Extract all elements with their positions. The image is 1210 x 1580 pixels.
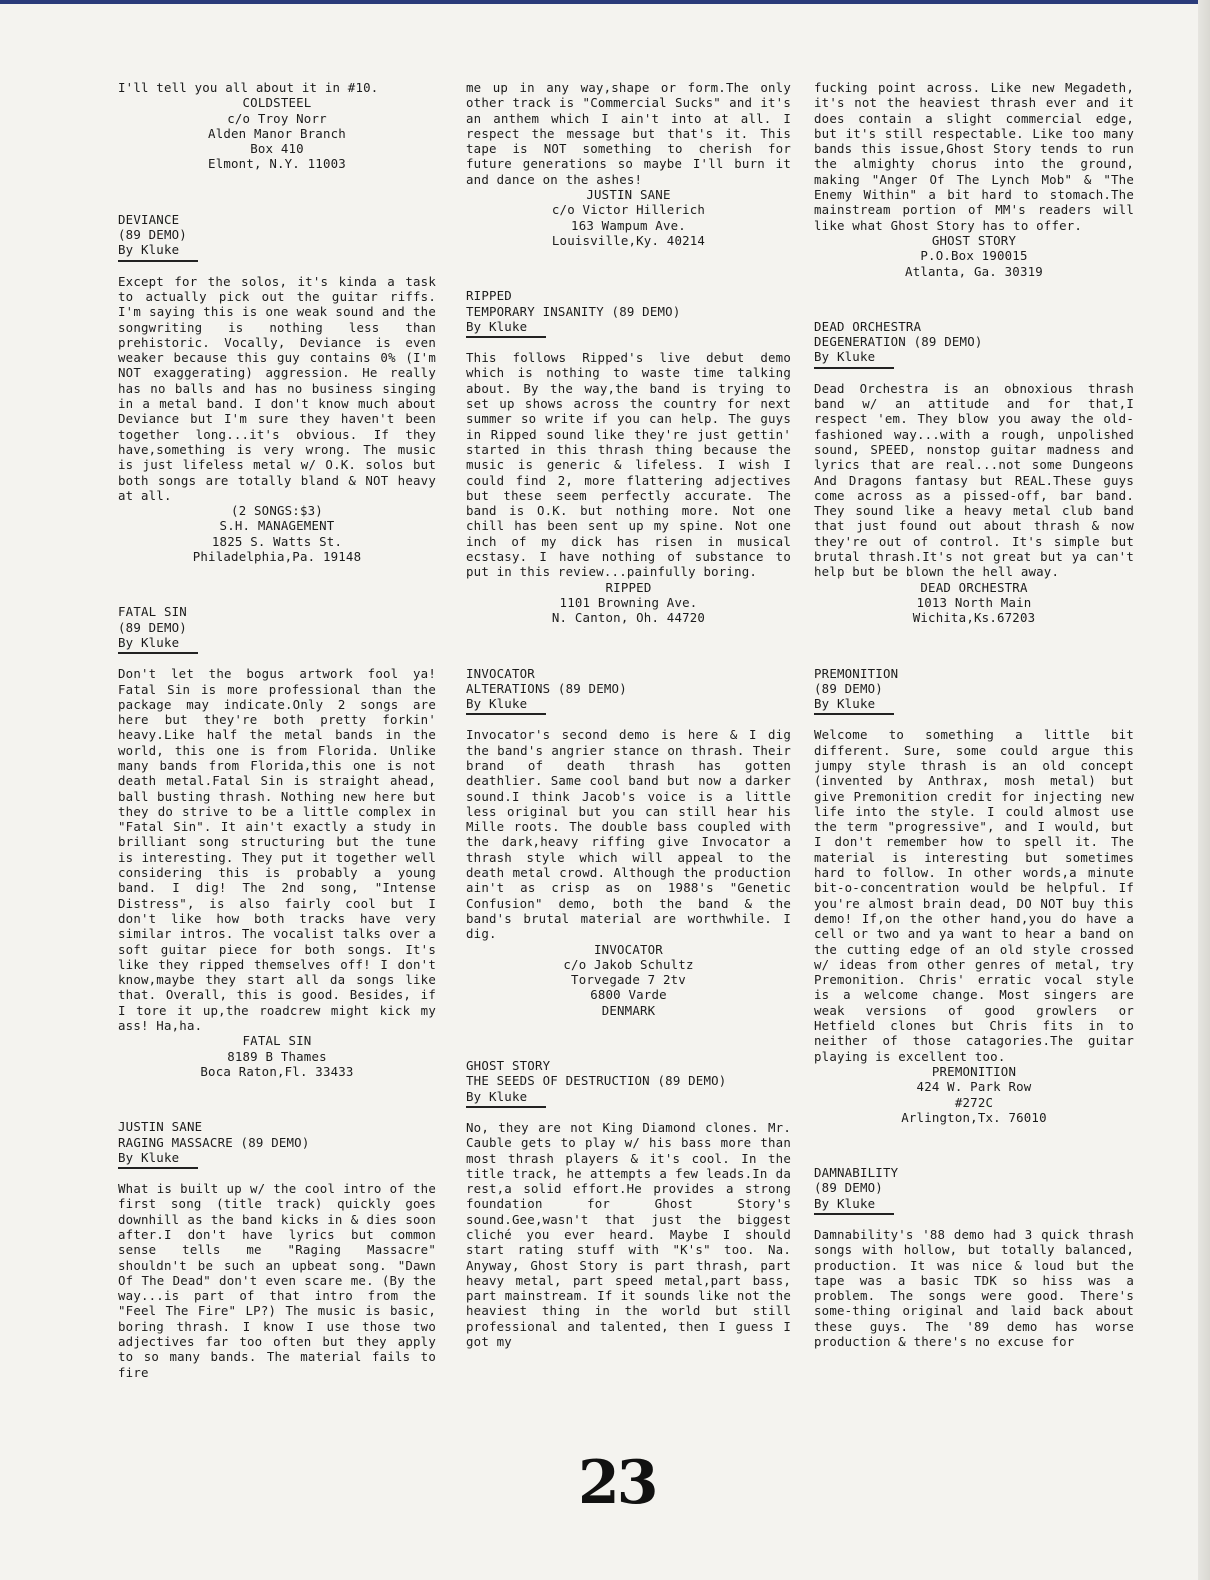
review-address: (2 SONGS:$3) S.H. MANAGEMENT 1825 S. Watts St. Philadelphia,Pa. 19148 — [192, 503, 362, 565]
review-body: Damnability's '88 demo had 3 quick thrash songs with hollow, but totally balanced, production. It was nice & loud but the tape was a basic TDK so hiss was a problem. The songs were good. There's some-thing original and laid back about these guys. The '89 demo has worse production & there's no excuse for — [814, 1227, 1134, 1350]
review-heading: DEVIANCE (89 DEMO) By Kluke — [118, 211, 187, 258]
top-edge-line — [0, 0, 1210, 4]
review-heading: DAMNABILITY (89 DEMO) By Kluke — [814, 1165, 899, 1211]
review-body: Welcome to something a little bit different. Sure, some could argue this jumpy style thrash is an old concept (invented by Anthrax, mosh metal) but give Premonition credit for injecting new life into the style. I could almost use the term "progressive", and I would, but I don't remember how to spell it. The material is interesting but sometimes hard to follow. In other words,a minute bit-o-concentration would be helpful. If you're almost brain dead, DO NOT buy this demo! If,on the other hand,you do have a cell or two and ya want to hear a band on the cutting edge of an old style crossed w/ ideas from other genres of metal, try Premonition. Chris' erratic vocal style is a welcome change. Most singers are weak versions of good growlers or Hetfield clones but Chris fits in to neither of those catagories.The guitar playing is excellent too. — [814, 727, 1134, 1064]
review-body: Except for the solos, it's kinda a task to actually pick out the guitar riffs. I'm saying this is one weak sound and the songwriting is nothing less than prehistoric. Vocally, Deviance is even weaker because this guy contains 0% (I'm NOT exaggerating) aggression. He really has no balls and has no business singing in a metal band. I don't know much about Deviance but I'm sure they haven't been together long...it's obvious. If they have,something is very wrong. The music is just lifeless metal w/ O.K. solos but both songs are totally bland & NOT heavy at all. — [118, 273, 436, 503]
review-body: What is built up w/ the cool intro of the first song (title track) quickly goes downhill as the band kicks in & dies soon after.I don't have lyrics but common sense tells me "Raging Massacre" shouldn't be such an upbeat song. "Dawn Of The Dead" don't even scare me. (By the way...is part of that intro from the "Feel The Fire" LP?) The music is basic, boring thrash. I know I use those two adjectives far too often but they apply to so many bands. The material fails to fire — [118, 1181, 436, 1380]
column-1 — [118, 80, 436, 1380]
review-heading: INVOCATOR ALTERATIONS (89 DEMO) By Kluke — [466, 665, 627, 712]
review-address: COLDSTEEL c/o Troy Norr Alden Manor Branch Box 410 Elmont, N.Y. 11003 — [208, 95, 346, 172]
review-address: FATAL SIN 8189 B Thames Boca Raton,Fl. 33433 — [200, 1033, 354, 1079]
heading-rule — [814, 367, 894, 369]
review-heading: JUSTIN SANE RAGING MASSACRE (89 DEMO) By Kluke — [118, 1119, 310, 1165]
heading-rule — [814, 1213, 894, 1215]
page-number: 23 — [578, 1448, 656, 1518]
review-address: JUSTIN SANE c/o Victor Hillerich 163 Wampum Ave. Louisville,Ky. 40214 — [551, 187, 706, 248]
review-address: INVOCATOR c/o Jakob Schultz Torvegade 7 2tv 6800 Varde DENMARK — [563, 941, 694, 1018]
review-address: RIPPED 1101 Browning Ave. N. Canton, Oh. 44720 — [551, 579, 706, 626]
review-body: I'll tell you all about it in #10. — [118, 80, 379, 95]
review-damnability — [814, 1165, 1134, 1349]
review-body: fucking point across. Like new Megadeth, it's not the heaviest thrash ever and it does contain a slight commercial edge, but it's still respectable. Like too many bands this issue,Ghost Story tends to run the almighty chorus into the ground, making "Anger Of The Lynch Mob" & "The Enemy Within" a bit hard to stomach.The mainstream portion of MM's readers will like what Ghost Story has to offer. — [814, 80, 1134, 233]
review-body: me up in any way,shape or form.The only other track is "Commercial Sucks" and it's an anthem which I ain't into at all. I respect the message but that's it. This tape is NOT something to cherish for future generations so maybe I'll burn it and dance on the ashes! — [466, 80, 791, 187]
review-heading: FATAL SIN (89 DEMO) By Kluke — [118, 604, 187, 650]
review-body: This follows Ripped's live debut demo which is nothing to waste time talking about. By the way,the band is trying to set up shows across the country for next summer so write if you can help. The guys in Ripped sound like they're just gettin' started in this thrash thing because the music is generic & lifeless. I wish I could find 2, more flattering adjectives but these seem perfectly accurate. The band is O.K. but nothing more. Not one chill has been sent up my spine. Not one inch of my dick has risen in musical ecstasy. I have nothing of substance to put in this review...painfully boring. — [466, 350, 791, 580]
heading-rule — [466, 336, 546, 338]
heading-rule — [466, 713, 546, 715]
review-heading: PREMONITION (89 DEMO) By Kluke — [814, 665, 899, 712]
heading-rule — [814, 713, 894, 715]
heading-rule — [118, 652, 198, 654]
review-address: DEAD ORCHESTRA 1013 North Main Wichita,Ks.67203 — [912, 579, 1036, 626]
column-3 — [814, 80, 1134, 1349]
review-body: Don't let the bogus artwork fool ya! Fatal Sin is more professional than the package may indicate.Only 2 songs are here but they're both pretty forkin' heavy.Like half the metal bands in the world, this one is from Florida. Unlike many bands from Florida,this one is not death metal.Fatal Sin is straight ahead, ball busting thrash. Nothing new here but they do strive to be a little complex in "Fatal Sin". It ain't exactly a study in brilliant song structuring but the tune is interesting. They put it together well considering this is probably a young band. I dig! The 2nd song, "Intense Distress", is also fairly cool but I don't like how both tracks have very similar intros. The vocalist talks over a soft guitar piece for both songs. It's like they ripped themselves off! I don't know,maybe they start all da songs like that. Overall, this is good. Besides, if I tore it up,the roadcrew might kick my ass! Ha,ha. — [118, 666, 436, 1034]
review-ghost-story — [466, 1058, 791, 1349]
review-heading: DEAD ORCHESTRA DEGENERATION (89 DEMO) By Kluke — [814, 318, 983, 365]
review-ripped — [466, 288, 791, 625]
review-invocator — [466, 666, 791, 1019]
review-coldsteel-tail — [118, 80, 436, 172]
heading-rule — [118, 260, 198, 262]
review-justin-sane-cont — [466, 80, 791, 248]
review-heading: GHOST STORY THE SEEDS OF DESTRUCTION (89 DEMO) By Kluke — [466, 1058, 727, 1104]
review-premonition — [814, 666, 1134, 1126]
review-justin-sane — [118, 1119, 436, 1380]
review-body: Dead Orchestra is an obnoxious thrash band w/ an attitude and for that,I respect 'em. They blow you away the old-fashioned way...with a rough, unpolished sound, SPEED, nonstop guitar madness and lyrics that are real...not some Dungeons And Dragons fantasy but REAL.These guys come across as a pissed-off, bar band. They sound like a heavy metal club band that just found out about thrash & now they're out of control. It's simple but brutal thrash.It's not great but ya can't help but be blown the hell away. — [814, 380, 1134, 580]
review-fatal-sin — [118, 604, 436, 1079]
column-2 — [466, 80, 791, 1349]
review-heading: RIPPED TEMPORARY INSANITY (89 DEMO) By Kluke — [466, 288, 681, 334]
review-dead-orchestra — [814, 319, 1134, 626]
review-body: Invocator's second demo is here & I dig the band's angrier stance on thrash. Their brand of death thrash has gotten deathlier. Same cool band but now a darker sound.I think Jacob's voice is a little less original but you can still hear his Mille roots. The double bass coupled with the dark,heavy riffing give Invocator a thrash style which will appeal to the death metal crowd. Although the production ain't as crisp as on 1988's "Genetic Confusion" demo, both the band & the band's brutal material are worthwhile. I dig. — [466, 727, 791, 942]
page-edge-shadow — [1198, 0, 1210, 1580]
review-address: PREMONITION 424 W. Park Row #272C Arlington,Tx. 76010 — [901, 1063, 1047, 1125]
review-deviance — [118, 212, 436, 565]
review-ghost-story-cont — [814, 80, 1134, 279]
heading-rule — [118, 1167, 198, 1169]
review-address: GHOST STORY P.O.Box 190015 Atlanta, Ga. 30319 — [905, 232, 1043, 279]
heading-rule — [466, 1106, 546, 1108]
review-body: No, they are not King Diamond clones. Mr. Cauble gets to play w/ his bass more than most thrash players & it's cool. In the title track, he attempts a few leads.In da rest,a solid effort.He provides a strong foundation for Ghost Story's sound.Gee,wasn't that just the biggest cliché you ever heard. Maybe I should start rating stuff with "K's" too. Na. Anyway, Ghost Story is part thrash, part heavy metal, part speed metal,part bass, part mainstream. If it sounds like not the heaviest thing in the world but still professional and talented, then I guess I got my — [466, 1119, 791, 1350]
